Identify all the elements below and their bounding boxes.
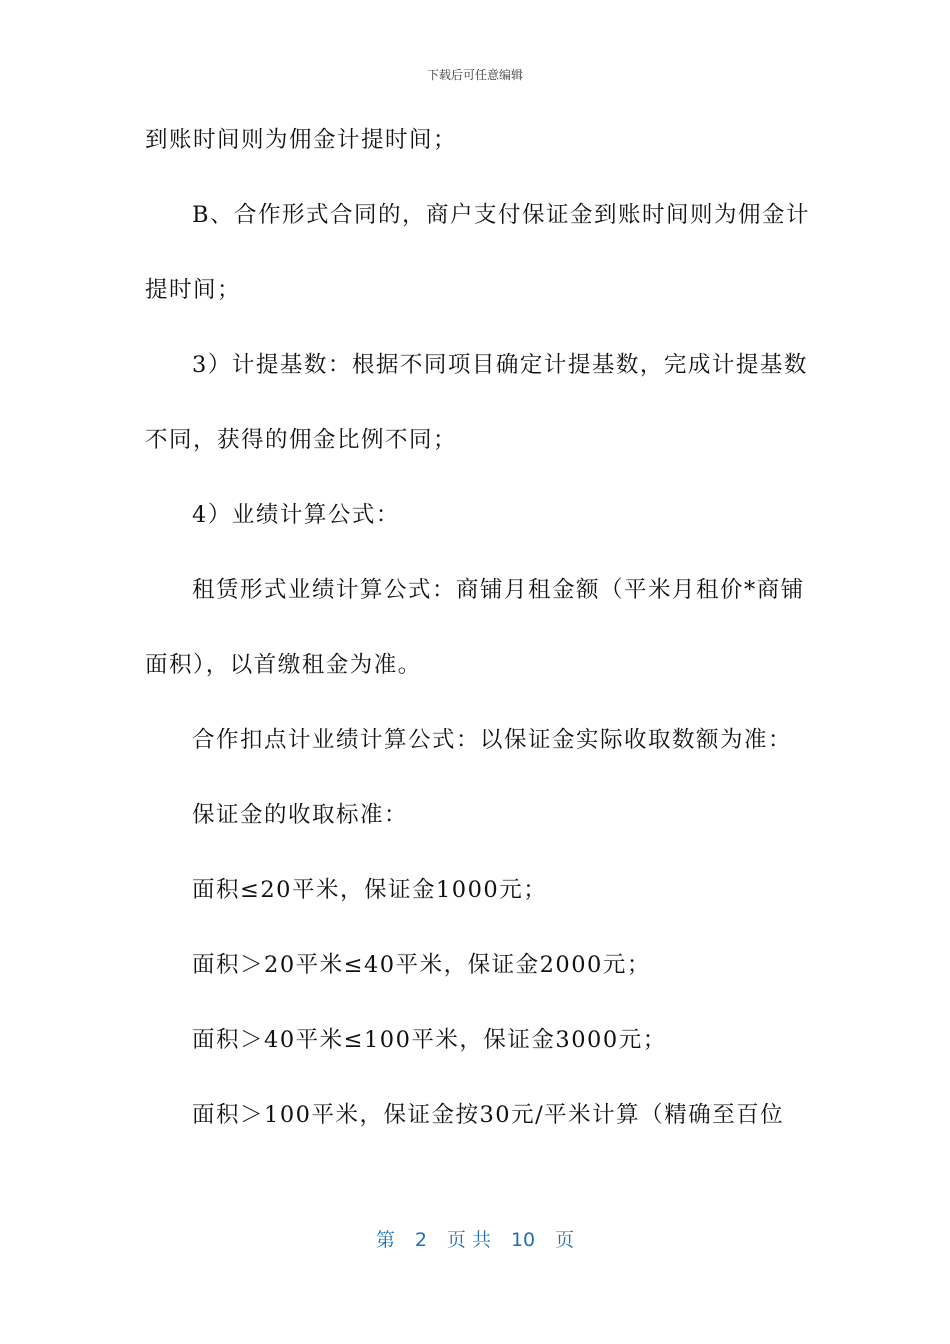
paragraph-line: 租赁形式业绩计算公式：商铺月租金额（平米月租价*商铺: [192, 577, 805, 603]
paragraph-line: 面积＞40平米≤100平米，保证金3000元；: [192, 1027, 667, 1053]
paragraph-line: 面积≤20平米，保证金1000元；: [192, 877, 548, 903]
paragraph-line: 不同，获得的佣金比例不同；: [145, 427, 458, 453]
paragraph-line: 3）计提基数：根据不同项目确定计提基数，完成计提基数: [192, 352, 808, 378]
paragraph-line: 面积＞20平米≤40平米，保证金2000元；: [192, 952, 651, 978]
footer-suffix: 页: [555, 1229, 575, 1251]
page-footer: [0, 1225, 950, 1252]
paragraph-line: 保证金的收取标准：: [192, 802, 409, 828]
footer-middle: 页 共: [446, 1229, 491, 1251]
page-header-note: 下载后可任意编辑: [426, 68, 523, 82]
footer-prefix: 第: [375, 1229, 395, 1251]
paragraph-line: 面积），以首缴租金为准。: [145, 652, 422, 678]
paragraph-line: 面积＞100平米，保证金按30元/平米计算（精确至百位: [192, 1102, 785, 1128]
paragraph-line: 合作扣点计业绩计算公式：以保证金实际收取数额为准：: [192, 727, 793, 753]
paragraph-line: 到账时间则为佣金计提时间；: [145, 127, 458, 153]
footer-total-pages: 10: [510, 1229, 536, 1251]
footer-page-number: 2: [414, 1229, 427, 1251]
paragraph-line: B、合作形式合同的，商户支付保证金到账时间则为佣金计: [192, 202, 811, 228]
paragraph-line: 4）业绩计算公式：: [192, 502, 400, 528]
paragraph-line: 提时间；: [145, 277, 242, 303]
